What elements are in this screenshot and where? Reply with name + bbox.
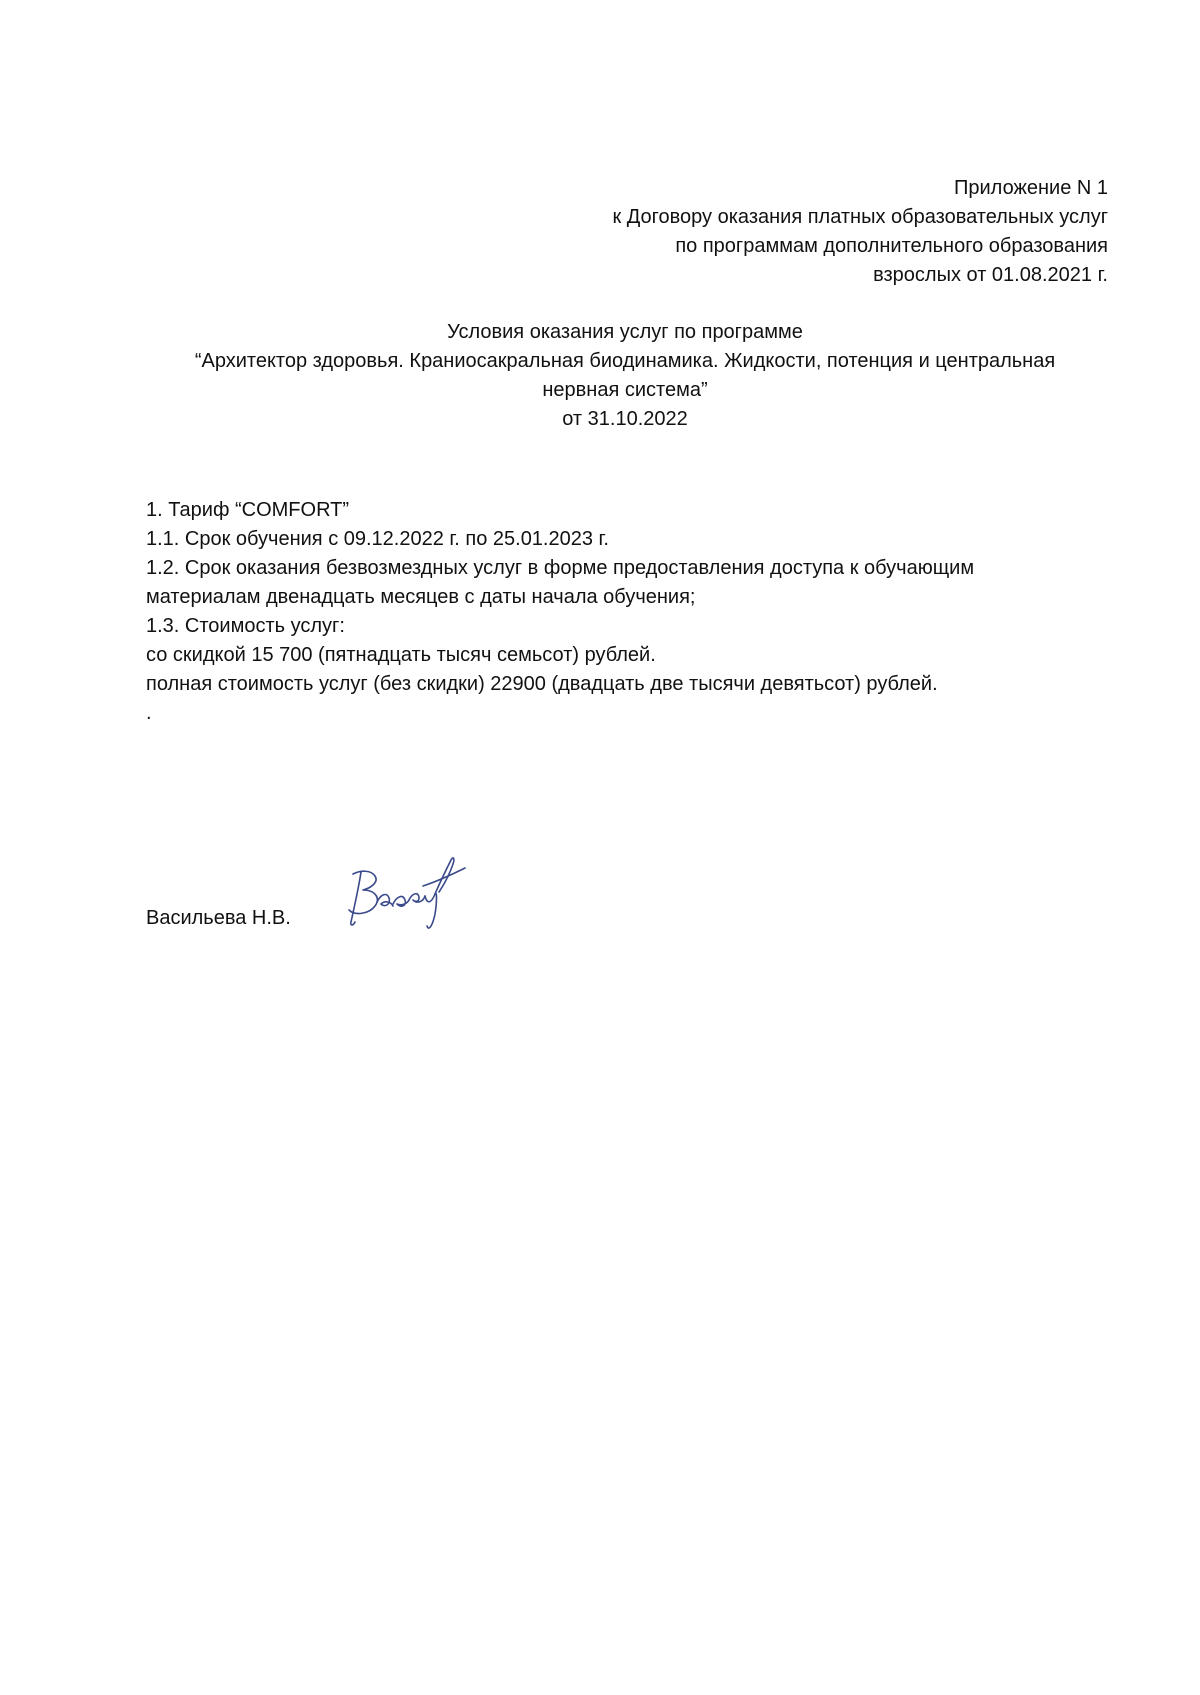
document-title xyxy=(140,318,1110,434)
terms-body xyxy=(146,496,1106,728)
discount-price: со скидкой 15 700 (пятнадцать тысяч семьсот) рублей. xyxy=(146,644,656,666)
appendix-header xyxy=(408,174,1108,290)
appendix-program-ref: по программам дополнительного образования xyxy=(675,235,1108,257)
tariff-heading: 1. Тариф “COMFORT” xyxy=(146,499,350,521)
signature-row xyxy=(146,896,646,936)
full-price: полная стоимость услуг (без скидки) 22900 (двадцать две тысячи девятьсот) рублей. xyxy=(146,673,938,695)
free-access-period-line-2: материалам двенадцать месяцев с даты начала обучения; xyxy=(146,586,696,608)
study-period: 1.1. Срок обучения с 09.12.2022 г. по 25.01.2023 г. xyxy=(146,528,609,550)
handwritten-signature xyxy=(331,846,481,946)
cost-heading: 1.3. Стоимость услуг: xyxy=(146,615,345,637)
appendix-number: Приложение N 1 xyxy=(954,177,1108,199)
title-line-1: Условия оказания услуг по программе xyxy=(447,321,803,343)
title-line-3: нервная система” xyxy=(542,379,708,401)
title-line-2: “Архитектор здоровья. Краниосакральная биодинамика. Жидкости, потенция и центральная xyxy=(194,350,1056,372)
appendix-date: взрослых от 01.08.2021 г. xyxy=(873,264,1108,286)
trailing-dot: . xyxy=(146,702,152,724)
appendix-contract-ref: к Договору оказания платных образовательных услуг xyxy=(612,206,1108,228)
signer-name: Васильева Н.В. xyxy=(146,907,291,929)
title-date: от 31.10.2022 xyxy=(562,408,688,430)
free-access-period-line-1: 1.2. Срок оказания безвозмездных услуг в форме предоставления доступа к обучающим xyxy=(146,557,975,579)
